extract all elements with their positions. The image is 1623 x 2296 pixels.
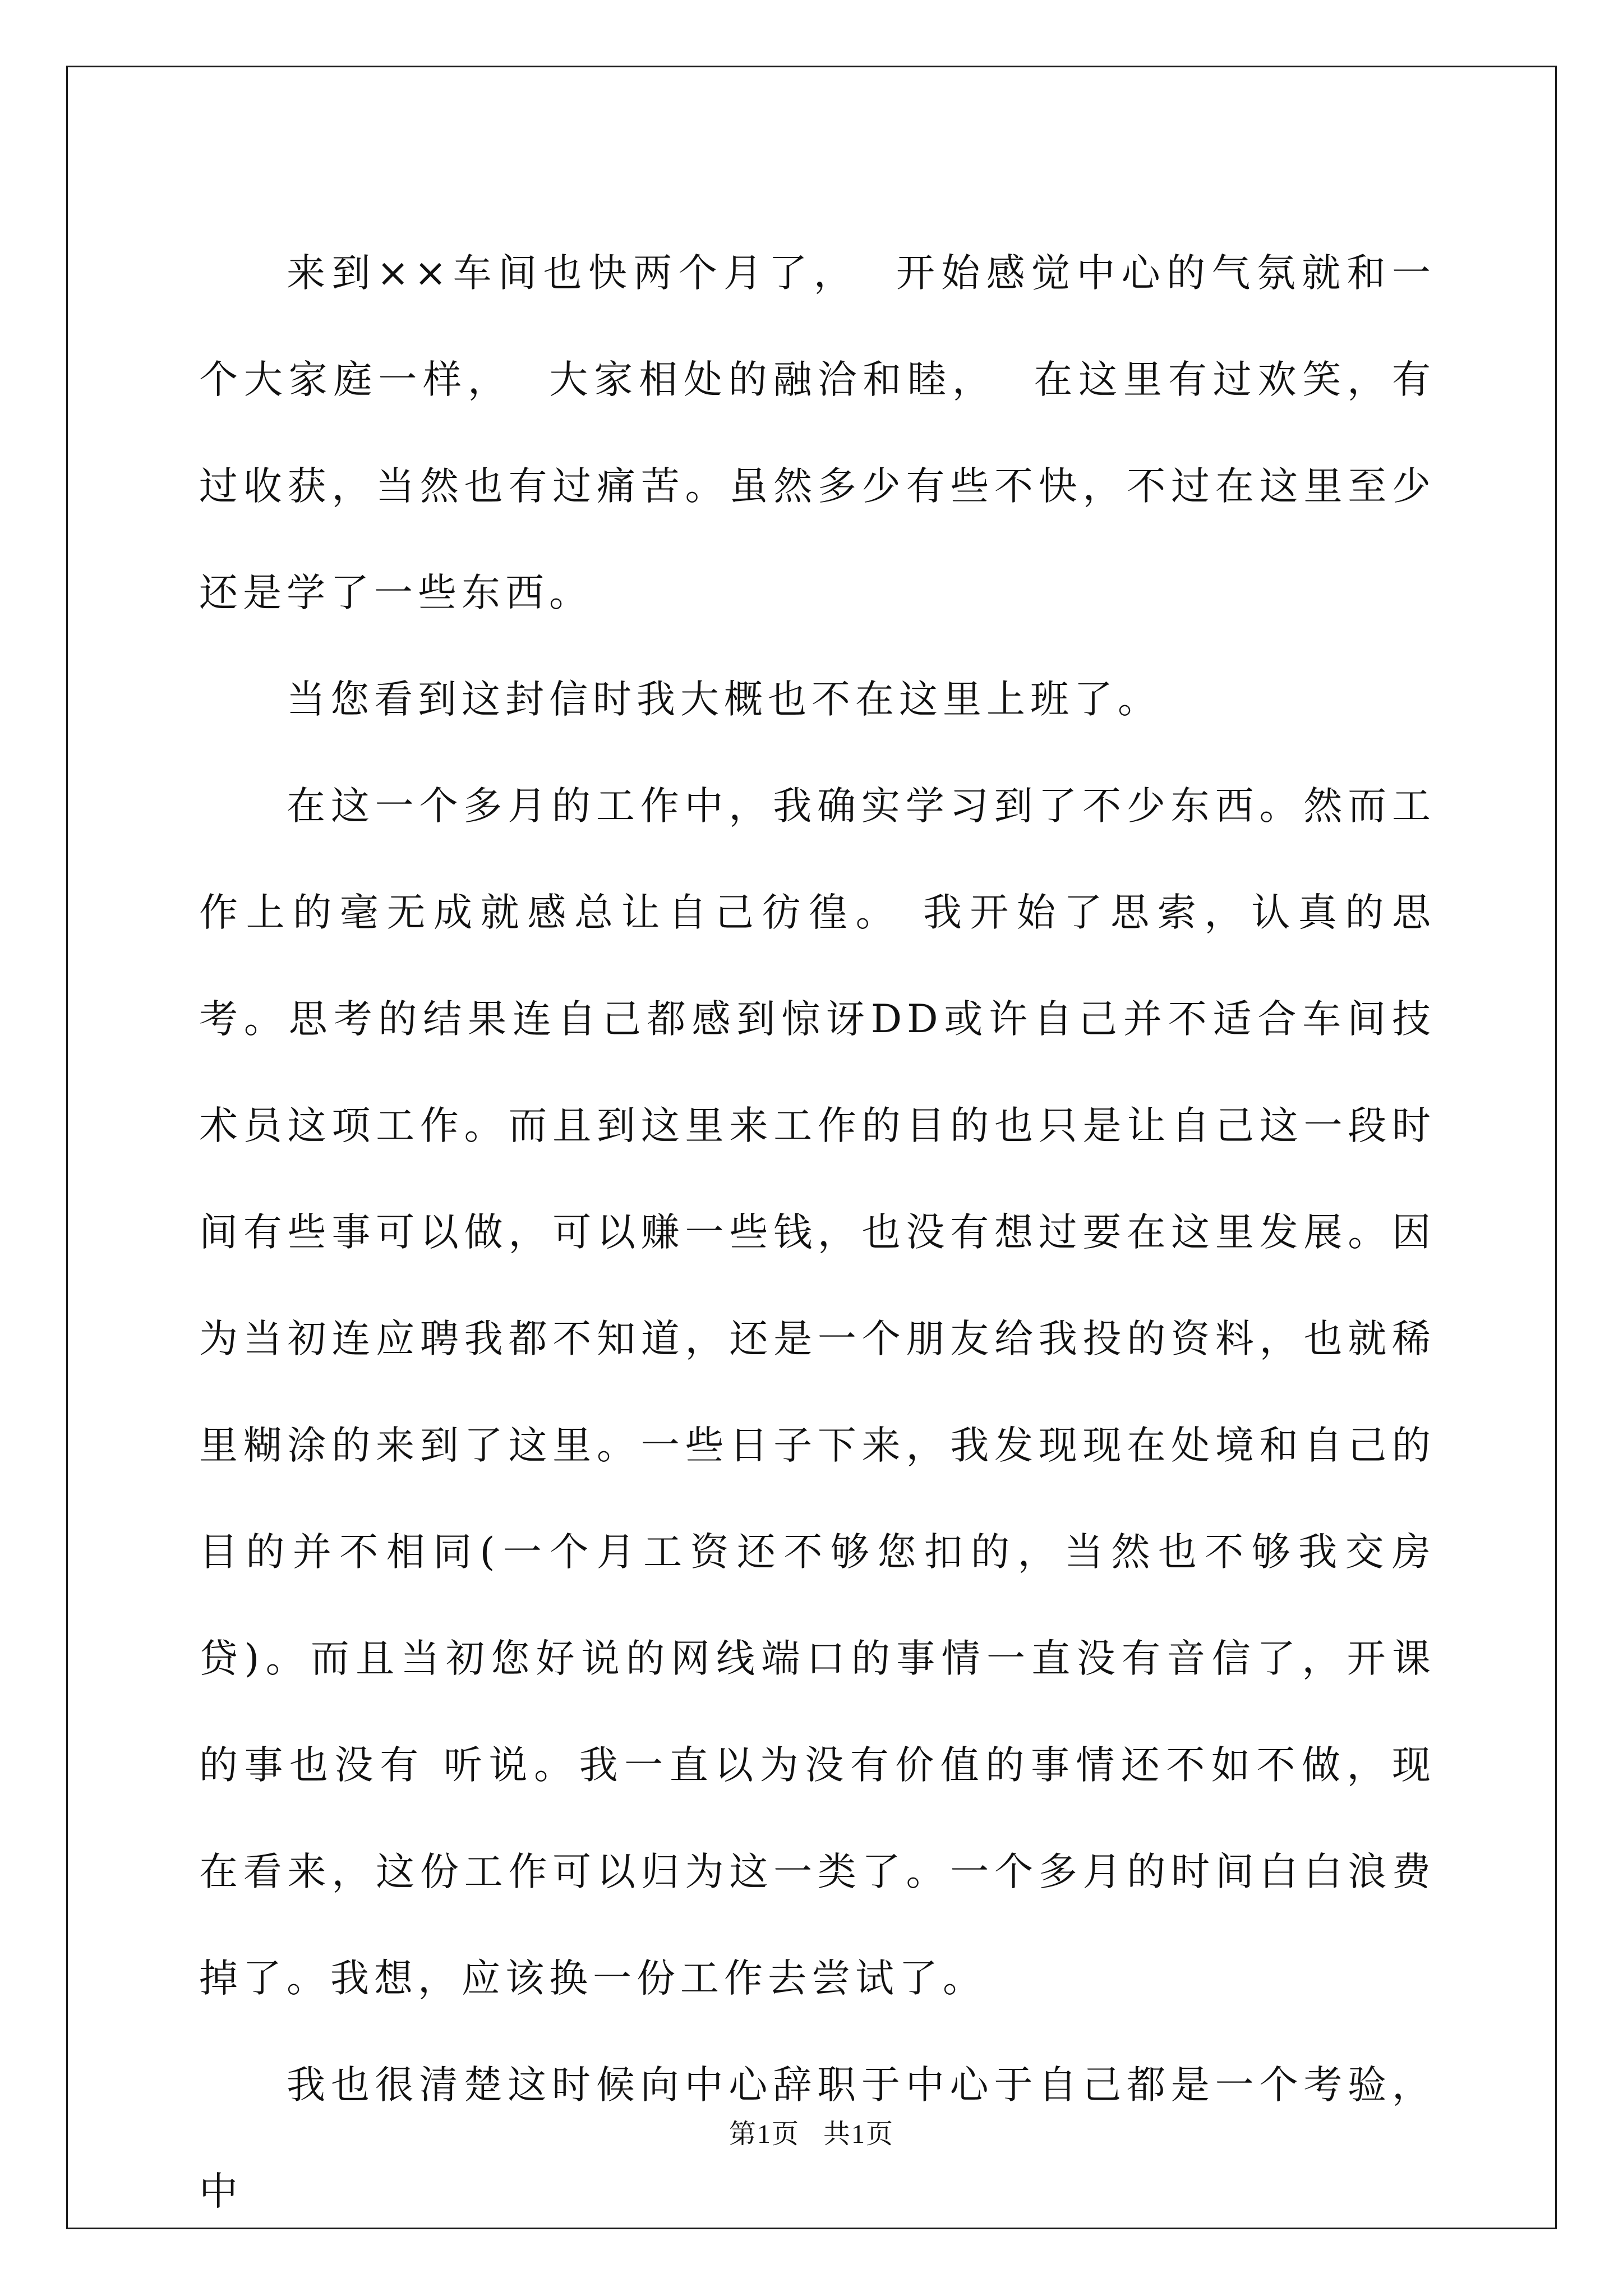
document-body <box>199 220 1470 2245</box>
paragraph-4: 我也很清楚这时候向中心辞职于中心于自己都是一个考验， 中 <box>199 2063 1470 2214</box>
paragraph-3: 在这一个多月的工作中，我确实学习到了不少东西。然而工作上的毫无成就感总让自己彷徨。 我开始了思索，认真的思考。思考的结果连自己都感到惊讶DD或许自己并不适合车间技术员这项工作。而且到这里来工作的目的也只是让自己这一段时间有些事可以做，可以赚一些钱，也没有想过要在这里发展。因为当初连应聘我都不知道，还是一个朋友给我投的资料，也就稀里糊涂的来到了这里。一些日子下来，我发现现在处境和自己的目的并不相同(一个月工资还不够您扣的，当然也不够我交房贷)。而且当初您好说的网线端口的事情一直没有音信了，开课的事也没有 听说。我一直以为没有价值的事情还不如不做，现在看来，这份工作可以归为这一类了。一个多月的时间白白浪费掉了。我想，应该换一份工作去尝试了。 <box>199 784 1436 2001</box>
paragraph-1: 来到××车间也快两个月了， 开始感觉中心的气氛就和一个大家庭一样， 大家相处的融洽和睦， 在这里有过欢笑，有过收获，当然也有过痛苦。虽然多少有些不快，不过在这里至少还是学了一些东西。 <box>199 251 1436 615</box>
paragraph-2: 当您看到这封信时我大概也不在这里上班了。 <box>287 677 1161 722</box>
page-number-footer: 第1页 共1页 <box>728 2119 894 2149</box>
